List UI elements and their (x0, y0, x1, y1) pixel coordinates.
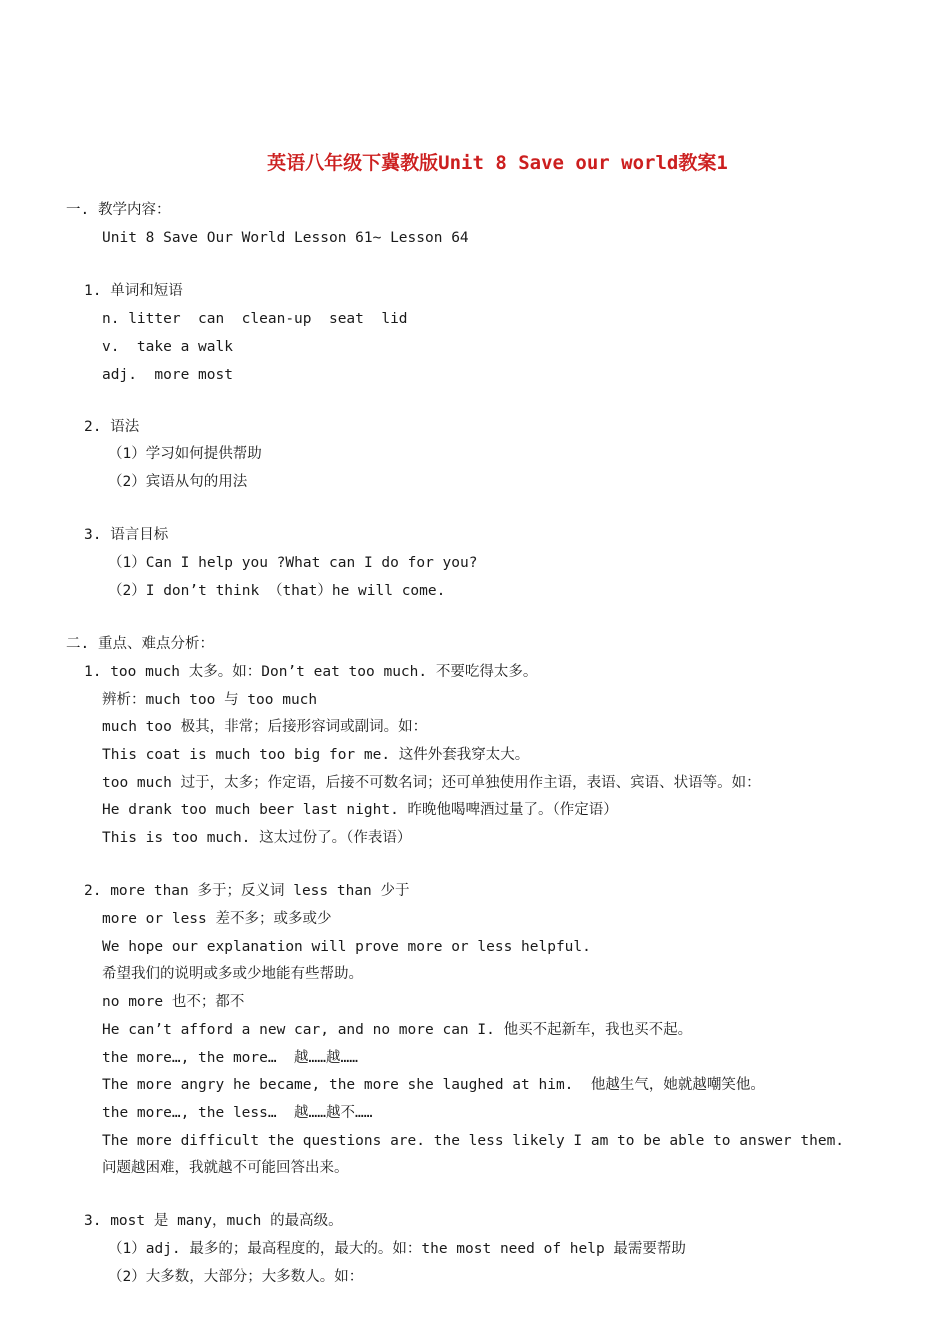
subsection-heading: 1. 单词和短语 (84, 283, 183, 299)
text-line: The more difficult the questions are. the less likely I am to be able to answer them. (102, 1133, 845, 1149)
text-line: （1）adj. 最多的；最高程度的，最大的。如：the most need of help 最需要帮助 (108, 1241, 686, 1257)
subsection-heading: 1. too much 太多。如：Don’t eat too much. 不要吃得太多。 (84, 664, 538, 680)
text-line: He drank too much beer last night. 昨晚他喝啤酒过量了。（作定语） (102, 802, 618, 818)
text-line: （1）学习如何提供帮助 (108, 446, 262, 462)
text-line: 希望我们的说明或多或少地能有些帮助。 (102, 966, 363, 982)
text-line: adj. more most (102, 367, 233, 383)
text-line: too much 过于，太多；作定语，后接不可数名词；还可单独使用作主语，表语、宾语、状语等。如： (102, 775, 761, 791)
text-line: （2）大多数，大部分；大多数人。如： (108, 1269, 364, 1285)
text-line: v. take a walk (102, 339, 233, 355)
text-line: （2）宾语从句的用法 (108, 474, 248, 490)
text-line: no more 也不；都不 (102, 994, 245, 1010)
text-line: much too 极其，非常；后接形容词或副词。如： (102, 719, 428, 735)
text-line: the more…, the more… 越……越…… (102, 1050, 358, 1066)
section-heading: 二. 重点、难点分析： (66, 636, 214, 652)
subsection-heading: 2. more than 多于；反义词 less than 少于 (84, 883, 410, 899)
text-line: This is too much. 这太过份了。（作表语） (102, 830, 412, 846)
text-line: more or less 差不多；或多或少 (102, 911, 332, 927)
text-line: （1）Can I help you ?What can I do for you? (108, 555, 478, 571)
section-heading: 一. 教学内容： (66, 202, 171, 218)
text-line: The more angry he became, the more she laughed at him. 他越生气，她就越嘲笑他。 (102, 1077, 765, 1093)
subsection-heading: 3. 语言目标 (84, 527, 169, 543)
subsection-heading: 2. 语法 (84, 419, 140, 435)
text-line: （2）I don’t think （that）he will come. (108, 583, 446, 599)
text-line: 问题越困难，我就越不可能回答出来。 (102, 1160, 349, 1176)
page-title: 英语八年级下冀教版Unit 8 Save our world教案1 (267, 152, 728, 174)
text-line: We hope our explanation will prove more or less helpful. (102, 939, 591, 955)
text-line: 辨析：much too 与 too much (102, 692, 318, 708)
text-line: This coat is much too big for me. 这件外套我穿太大。 (102, 747, 530, 763)
text-line: He can’t afford a new car, and no more can I. 他买不起新车，我也买不起。 (102, 1022, 693, 1038)
text-line: Unit 8 Save Our World Lesson 61~ Lesson 64 (102, 230, 469, 246)
subsection-heading: 3. most 是 many，much 的最高级。 (84, 1213, 343, 1229)
text-line: n. litter can clean-up seat lid (102, 311, 408, 327)
text-line: the more…, the less… 越……越不…… (102, 1105, 373, 1121)
